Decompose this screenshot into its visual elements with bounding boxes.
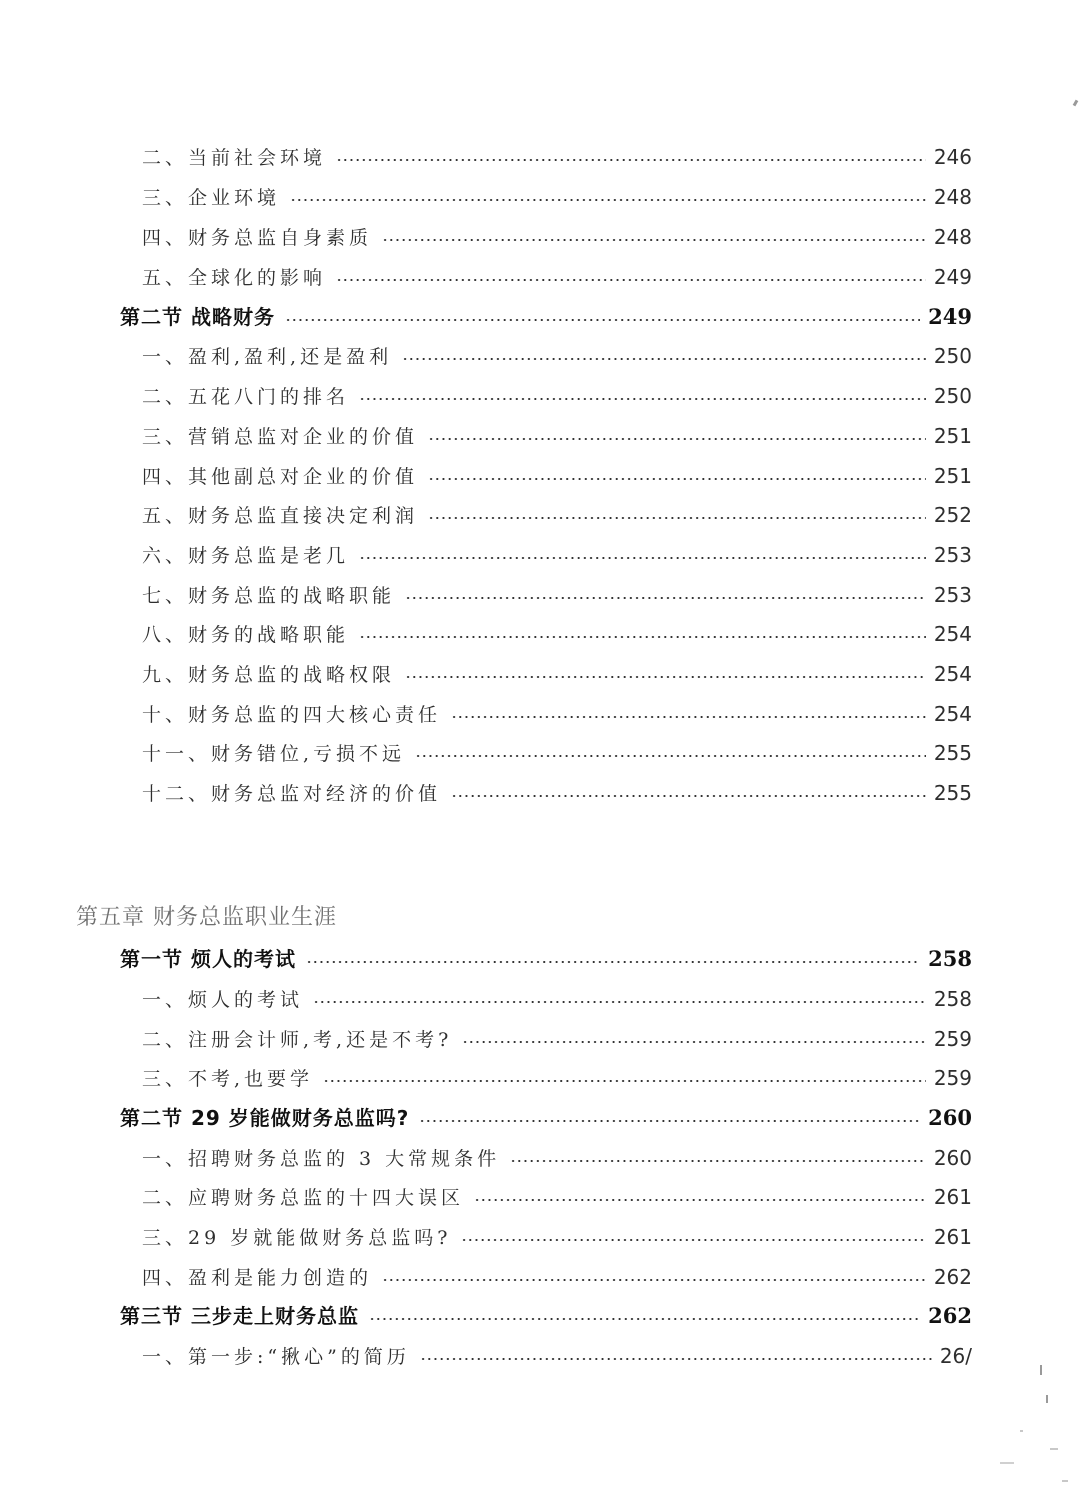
toc-entry-title: 五、财务总监直接决定利润	[142, 505, 419, 527]
toc-section-title: 第二节 战略财务	[120, 305, 275, 329]
toc-entry-page: 255	[933, 781, 972, 805]
toc-entry[interactable]	[142, 580, 972, 610]
toc-entry-title: 二、应聘财务总监的十四大误区	[142, 1187, 465, 1209]
toc-entry-title: 七、财务总监的战略职能	[142, 585, 396, 607]
toc-entry[interactable]	[142, 1063, 972, 1093]
toc-entry-page: 250	[933, 344, 972, 368]
dot-leader	[451, 795, 926, 797]
toc-section-heading[interactable]	[120, 944, 972, 974]
dot-leader	[419, 1120, 920, 1122]
toc-entry-page: 252	[933, 503, 972, 527]
toc-entry-title: 一、盈利,盈利,还是盈利	[142, 346, 393, 368]
toc-entry-page: 262	[933, 1265, 972, 1289]
toc-entry[interactable]	[142, 461, 972, 491]
toc-entry[interactable]	[142, 1341, 972, 1371]
toc-entry-page: 253	[933, 543, 972, 567]
dot-leader	[402, 358, 926, 360]
toc-entry[interactable]	[142, 1262, 972, 1292]
toc-entry[interactable]	[142, 778, 972, 808]
toc-entry-page: 255	[933, 741, 972, 765]
dot-leader	[359, 557, 926, 559]
toc-entry-title: 一、第一步:“揪心”的简历	[142, 1346, 410, 1368]
dot-leader	[428, 517, 926, 519]
toc-entry-page: 254	[933, 622, 972, 646]
toc-entry-page: 248	[933, 185, 972, 209]
chapter-heading[interactable]: 第五章 财务总监职业生涯	[76, 905, 337, 930]
toc-entry-page: 260	[933, 1146, 972, 1170]
dot-leader	[306, 961, 920, 963]
toc-entry-title: 三、企业环境	[142, 187, 281, 209]
toc-entry[interactable]	[142, 182, 972, 212]
dot-leader	[382, 1279, 926, 1281]
toc-entry-title: 三、营销总监对企业的价值	[142, 426, 419, 448]
scan-speck	[1020, 1430, 1023, 1432]
toc-section-page: 258	[928, 946, 972, 971]
toc-entry-title: 四、其他副总对企业的价值	[142, 466, 419, 488]
toc-section-page: 262	[928, 1303, 972, 1328]
toc-entry-page: 251	[933, 464, 972, 488]
toc-entry-title: 一、烦人的考试	[142, 989, 304, 1011]
toc-entry-title: 三、29 岁就能做财务总监吗?	[142, 1227, 452, 1249]
dot-leader	[405, 676, 926, 678]
toc-entry-page: 250	[933, 384, 972, 408]
toc-entry-title: 三、不考,也要学	[142, 1068, 314, 1090]
toc-section-title: 第三节 三步走上财务总监	[120, 1304, 359, 1328]
toc-entry-page: 258	[933, 987, 972, 1011]
dot-leader	[369, 1318, 920, 1320]
dot-leader	[415, 755, 926, 757]
toc-section-page: 249	[928, 304, 972, 329]
toc-entry[interactable]	[142, 1222, 972, 1252]
toc-section-heading[interactable]	[120, 1103, 972, 1133]
toc-entry-page: 248	[933, 225, 972, 249]
dot-leader	[451, 716, 926, 718]
scan-speck	[1062, 1480, 1068, 1482]
dot-leader	[461, 1239, 925, 1241]
toc-entry-title: 十一、财务错位,亏损不远	[142, 743, 406, 765]
toc-entry[interactable]	[142, 381, 972, 411]
toc-entry-page: 249	[933, 265, 972, 289]
toc-entry-title: 二、注册会计师,考,还是不考?	[142, 1029, 453, 1051]
toc-entry-title: 二、五花八门的排名	[142, 386, 350, 408]
toc-entry-page: 254	[933, 702, 972, 726]
dot-leader	[285, 319, 920, 321]
toc-entry-page: 246	[933, 145, 972, 169]
toc-entry[interactable]	[142, 1024, 972, 1054]
toc-entry[interactable]	[142, 1143, 972, 1173]
dot-leader	[336, 159, 926, 161]
toc-entry-title: 八、财务的战略职能	[142, 624, 350, 646]
toc-entry-title: 二、当前社会环境	[142, 147, 327, 169]
dot-leader	[359, 636, 926, 638]
dot-leader	[382, 239, 926, 241]
toc-entry[interactable]	[142, 142, 972, 172]
toc-entry[interactable]	[142, 984, 972, 1014]
toc-entry-page: 261	[933, 1225, 972, 1249]
dot-leader	[359, 398, 926, 400]
toc-section-page: 260	[928, 1105, 972, 1130]
dot-leader	[510, 1160, 926, 1162]
dot-leader	[462, 1041, 926, 1043]
toc-entry[interactable]	[142, 222, 972, 252]
toc-entry-title: 四、盈利是能力创造的	[142, 1267, 373, 1289]
dot-leader	[405, 597, 926, 599]
scan-speck	[1046, 1395, 1048, 1403]
dot-leader	[313, 1001, 926, 1003]
toc-entry[interactable]	[142, 619, 972, 649]
scan-speck	[1000, 1462, 1014, 1464]
dot-leader	[336, 279, 926, 281]
toc-entry-page: 253	[933, 583, 972, 607]
toc-entry[interactable]	[142, 738, 972, 768]
toc-section-title: 第二节 29 岁能做财务总监吗?	[120, 1106, 410, 1130]
dot-leader	[290, 199, 926, 201]
toc-entry[interactable]	[142, 421, 972, 451]
toc-entry[interactable]	[142, 659, 972, 689]
toc-entry-title: 十、财务总监的四大核心责任	[142, 704, 442, 726]
dot-leader	[474, 1199, 926, 1201]
toc-section-heading[interactable]	[120, 302, 972, 332]
toc-entry-title: 五、全球化的影响	[142, 267, 327, 289]
toc-entry-page: 254	[933, 662, 972, 686]
dot-leader	[323, 1080, 926, 1082]
toc-section-title: 第一节 烦人的考试	[120, 947, 296, 971]
toc-entry-title: 一、招聘财务总监的 3 大常规条件	[142, 1148, 501, 1170]
scan-speck	[1050, 1448, 1058, 1450]
toc-entry-page: 26/	[939, 1344, 972, 1368]
toc-entry-title: 四、财务总监自身素质	[142, 227, 373, 249]
toc-entry-title: 九、财务总监的战略权限	[142, 664, 396, 686]
scan-speck	[1040, 1365, 1042, 1375]
toc-entry-page: 259	[933, 1066, 972, 1090]
toc-entry[interactable]	[142, 699, 972, 729]
toc-entry-page: 261	[933, 1185, 972, 1209]
toc-entry-title: 十二、财务总监对经济的价值	[142, 783, 442, 805]
toc-entry[interactable]	[142, 540, 972, 570]
toc-entry-page: 251	[933, 424, 972, 448]
toc-entry[interactable]	[142, 1182, 972, 1212]
scan-speck	[1073, 100, 1079, 107]
dot-leader	[428, 478, 926, 480]
dot-leader	[428, 438, 926, 440]
toc-entry[interactable]	[142, 341, 972, 371]
dot-leader	[420, 1358, 932, 1360]
toc-entry[interactable]	[142, 500, 972, 530]
toc-section-heading[interactable]	[120, 1301, 972, 1331]
toc-entry-title: 六、财务总监是老几	[142, 545, 350, 567]
toc-entry[interactable]	[142, 262, 972, 292]
toc-entry-page: 259	[933, 1027, 972, 1051]
